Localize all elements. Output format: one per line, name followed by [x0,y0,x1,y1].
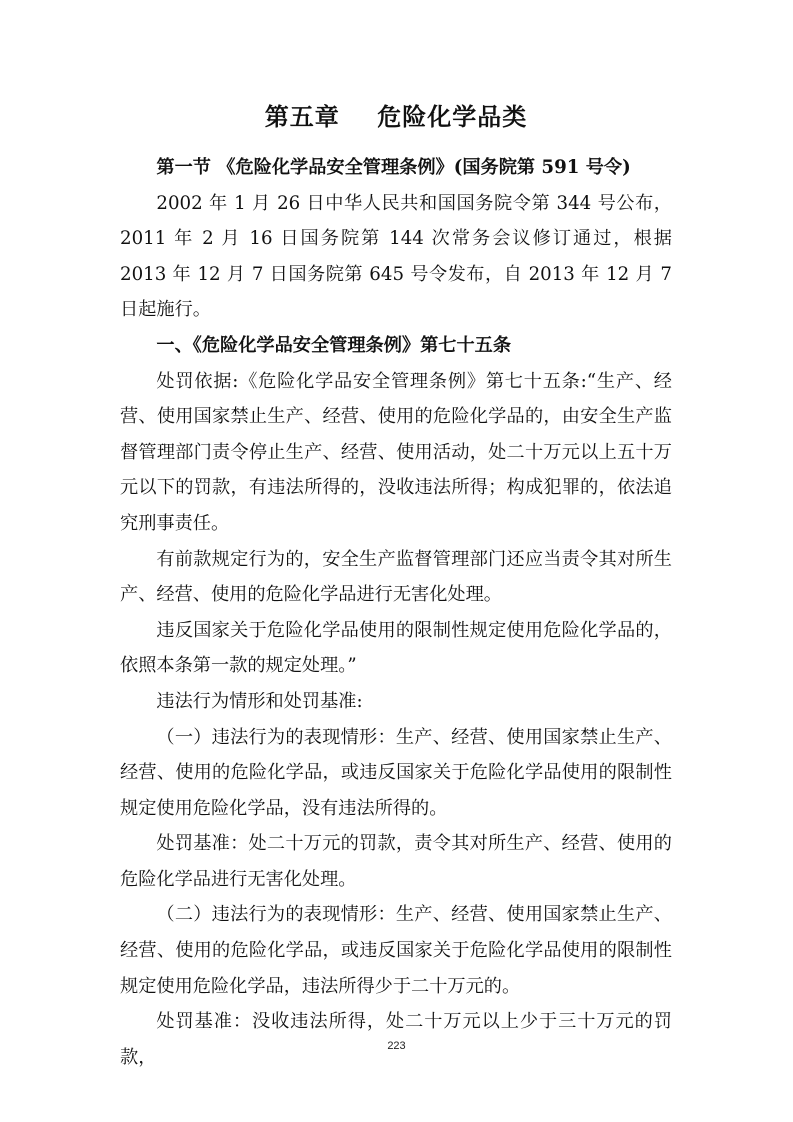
article-subheading: 一、《危险化学品安全管理条例》第七十五条 [156,334,512,356]
section-heading: 第一节 《危险化学品安全管理条例》(国务院第 591 号令) [156,157,631,178]
penalty-basis-paragraph: 处罚依据:《危险化学品安全管理条例》第七十五条:“生产、经营、使用国家禁止生产、经营、使用的危险化学品的，由安全生产监督管理部门责令停止生产、经营、使用活动，处二十万元以上五十万元以下的罚款，有违法所得的，没收违法所得；构成犯罪的，依法追究刑事责任。 [120,370,672,534]
paragraph-2: 有前款规定行为的，安全生产监督管理部门还应当责令其对所生产、经营、使用的危险化学品进行无害化处理。 [120,548,672,606]
case-1-paragraph: （一）违法行为的表现情形：生产、经营、使用国家禁止生产、经营、使用的危险化学品，或违反国家关于危险化学品使用的限制性规定使用危险化学品，没有违法所得的。 [120,726,672,819]
body-text [120,150,672,1075]
page-number: 223 [387,1040,406,1052]
standard-title: 违法行为情形和处罚基准: [156,690,363,712]
penalty-1-paragraph: 处罚基准：处二十万元的罚款，责令其对所生产、经营、使用的危险化学品进行无害化处理。 [120,833,672,890]
chapter-title: 第五章 危险化学品类 [264,102,528,131]
paragraph-3: 违反国家关于危险化学品使用的限制性规定使用危险化学品的，依照本条第一款的规定处理。” [120,619,672,677]
intro-paragraph: 2002 年 1 月 26 日中华人民共和国国务院令第 344 号公布，2011 年 2 月 16 日国务院第 144 次常务会议修订通过，根据 2013 年 12 月 7 日国务院第 645 号令发布，自 2013 年 12 月 7 日起施行。 [120,192,672,321]
document-page [120,0,672,1122]
penalty-2-paragraph: 处罚基准：没收违法所得，处二十万元以上少于三十万元的罚款， [120,1011,672,1068]
case-2-paragraph: （二）违法行为的表现情形：生产、经营、使用国家禁止生产、经营、使用的危险化学品，或违反国家关于危险化学品使用的限制性规定使用危险化学品，违法所得少于二十万元的。 [120,904,672,997]
